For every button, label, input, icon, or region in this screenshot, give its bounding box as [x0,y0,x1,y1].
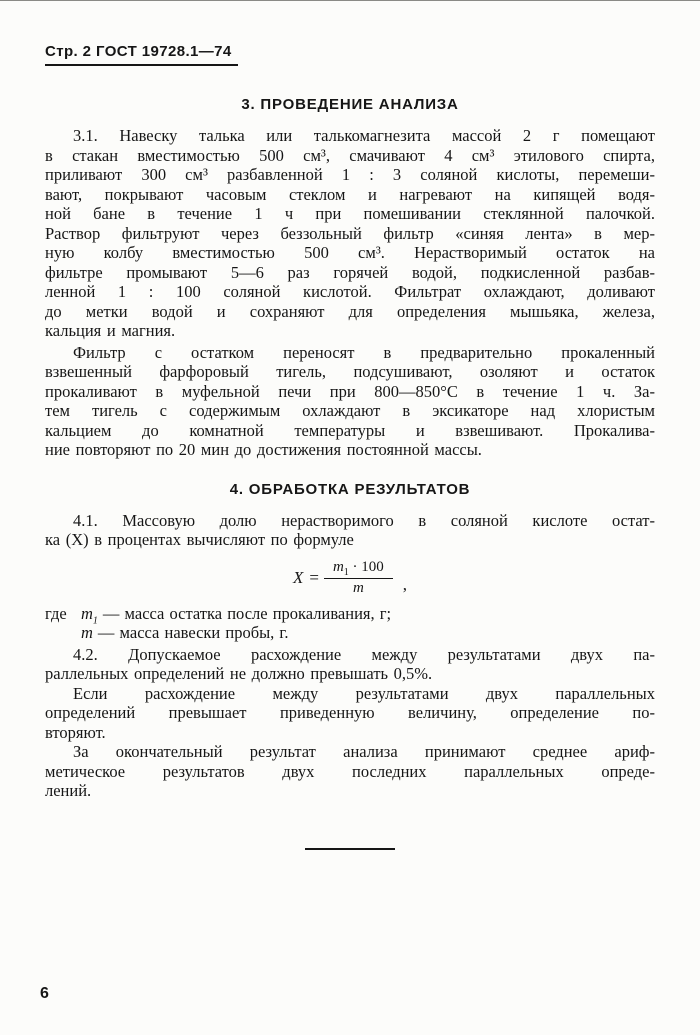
where-variable-2 [81,623,93,643]
text-line: тем тигель с содержимым охлаждают в эксикаторе над хлористым [45,401,655,420]
text-line: Фильтр с остатком переносят в предварительно прокаленный [73,342,655,362]
text-line: раллельных определений не должно превышать 0,5%. [45,664,433,683]
text-line: определений превышает приведенную величину, определение по- [45,703,655,722]
text-line: кальция и магния. [45,321,176,340]
numerator-constant: 100 [361,558,384,575]
text-line: 4.2. Допускаемое расхождение между результатами двух па- [73,644,655,664]
where-description-1: — масса остатка после прокаливания, г; [102,603,392,623]
formula-lhs: X [292,567,304,587]
section-3-heading: 3. ПРОВЕДЕНИЕ АНАЛИЗА [241,96,459,113]
running-head: Стр. 2 ГОСТ 19728.1—74 [45,43,238,66]
text-line: фильтре промывают 5—6 раз горячей водой, подкисленной разбав- [45,262,655,282]
text-line: ние повторяют по 20 мин до достижения постоянной массы. [45,440,482,459]
fraction-denominator [353,579,364,597]
where-description-2: — масса навески пробы, г. [97,623,289,642]
paragraph-3-1-continued [45,343,655,460]
text-line: до метки водой и сохраняют для определения мышьяка, железа, [45,301,655,321]
text-line: метическое результатов двух последних параллельных опреде- [45,761,655,781]
paragraph-4-2-continued-2 [45,742,655,801]
page-header [45,43,655,66]
text-line: ную колбу вместимостью 500 см³. Нерастворимый остаток на [45,243,655,262]
multiplication-dot: · [352,558,358,575]
variable-subscript: 1 [92,614,98,626]
paragraph-4-1 [45,511,655,550]
text-line: ка (X) в процентах вычисляют по формуле [45,530,354,549]
numerator-subscript: 1 [343,566,349,578]
text-line: 3.1. Навеску талька или талькомагнезита массой 2 г помещают [73,126,655,145]
text-line: ленной 1 : 100 соляной кислотой. Фильтрат охлаждают, доливают [45,282,655,301]
variable-base: m [81,623,93,642]
paragraph-3-1 [45,126,655,341]
denominator-variable: m [352,579,364,596]
text-line: кальцием до комнатной температуры и взвешивают. Прокалива- [45,420,655,440]
text-line: в стакан вместимостью 500 см³, смачивают 4 см³ этилового спирта, [45,145,655,165]
formula-fraction [324,559,393,597]
text-line: взвешенный фарфоровый тигель, подсушивают, озоляют и остаток [45,362,655,381]
text-line: Раствор фильтруют через беззольный фильтр «синяя лента» в мер- [45,223,655,243]
page-number: 6 [40,985,49,1002]
section-end-divider [305,848,395,850]
formula [45,559,655,597]
text-line: прокаливают в муфельной печи при 800—850°С в течение 1 ч. За- [45,381,655,401]
where-intro: где [45,603,67,623]
paragraph-4-2-continued-1 [45,684,655,743]
text-line: приливают 300 см³ разбавленной 1 : 3 соляной кислоты, перемеши- [45,165,655,184]
equals-sign: = [309,567,319,587]
numerator-variable: m [332,558,344,575]
text-line: ной бане в течение 1 ч при помешивании стеклянной палочкой. [45,204,655,223]
text-line: вторяют. [45,722,106,742]
text-line: 4.1. Массовую долю нерастворимого в соляной кислоте остат- [73,510,655,530]
fraction-numerator [324,559,393,579]
text-line: За окончательный результат анализа принимают среднее ариф- [73,742,655,761]
where-variable-1 [81,604,98,624]
variable-base: m [81,603,93,623]
where-row-2 [45,623,655,643]
where-row-1 [45,604,655,624]
formula-comma: , [402,574,408,594]
section-4-heading: 4. ОБРАБОТКА РЕЗУЛЬТАТОВ [229,480,471,498]
where-clause [45,604,655,643]
paragraph-4-2 [45,645,655,684]
text-line: Если расхождение между результатами двух параллельных [73,683,655,703]
text-line: лений. [45,781,92,800]
text-line: вают, покрывают часовым стеклом и нагревают на кипящей водя- [45,184,655,204]
